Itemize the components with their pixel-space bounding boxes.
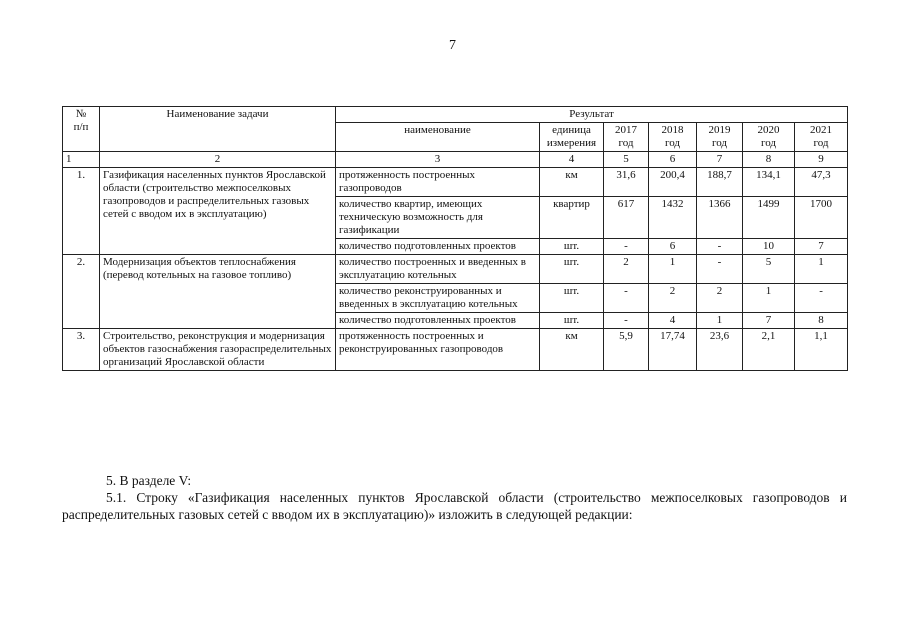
indicator-value: 8 [795, 313, 848, 329]
indicator-unit: шт. [540, 284, 604, 313]
indicator-value: 1 [697, 313, 743, 329]
indicator-value: - [697, 255, 743, 284]
indicator-unit: квартир [540, 197, 604, 239]
column-number: 3 [336, 152, 540, 168]
indicator-name: количество квартир, имеющих техническую возможность для газификации [336, 197, 540, 239]
task-number: 2. [63, 255, 100, 329]
column-number: 2 [100, 152, 336, 168]
indicator-name: количество подготовленных проектов [336, 313, 540, 329]
indicator-name: количество подготовленных проектов [336, 239, 540, 255]
indicator-unit: шт. [540, 255, 604, 284]
table-row [63, 329, 848, 371]
task-name: Газификация населенных пунктов Ярославской области (строительство межпоселковых газопроводов и распределительных газовых сетей с вводом их в эксплуатацию) [100, 168, 336, 255]
table-row [63, 168, 848, 197]
header-unit: единица измерения [540, 123, 604, 152]
indicator-name: протяженность построенных и реконструированных газопроводов [336, 329, 540, 371]
column-number: 4 [540, 152, 604, 168]
indicator-value: 23,6 [697, 329, 743, 371]
header-result: Результат [336, 107, 848, 123]
indicator-value: 6 [649, 239, 697, 255]
indicator-value: 1,1 [795, 329, 848, 371]
indicator-value: - [604, 313, 649, 329]
header-year: 2021 год [795, 123, 848, 152]
header-row-1 [63, 107, 848, 123]
indicator-value: 1 [795, 255, 848, 284]
task-number: 1. [63, 168, 100, 255]
task-name: Строительство, реконструкция и модернизация объектов газоснабжения газораспределительных организаций Ярославской области [100, 329, 336, 371]
task-name: Модернизация объектов теплоснабжения (перевод котельных на газовое топливо) [100, 255, 336, 329]
indicator-unit: км [540, 329, 604, 371]
indicator-unit: шт. [540, 239, 604, 255]
indicator-unit: км [540, 168, 604, 197]
indicator-unit: шт. [540, 313, 604, 329]
indicator-value: 617 [604, 197, 649, 239]
column-number-row [63, 152, 848, 168]
column-number: 1 [63, 152, 100, 168]
header-num: № п/п [63, 107, 100, 152]
indicator-value: 2 [649, 284, 697, 313]
indicator-value: 17,74 [649, 329, 697, 371]
column-number: 6 [649, 152, 697, 168]
indicator-value: 1432 [649, 197, 697, 239]
indicator-value: 188,7 [697, 168, 743, 197]
indicator-value: 2,1 [743, 329, 795, 371]
indicator-value: 1499 [743, 197, 795, 239]
indicator-name: протяженность построенных газопроводов [336, 168, 540, 197]
indicator-value: - [604, 239, 649, 255]
results-table [62, 106, 848, 371]
header-year: 2020 год [743, 123, 795, 152]
indicator-value: 1700 [795, 197, 848, 239]
indicator-value: 134,1 [743, 168, 795, 197]
indicator-value: 10 [743, 239, 795, 255]
indicator-value: 7 [795, 239, 848, 255]
indicator-value: 7 [743, 313, 795, 329]
indicator-value: 1366 [697, 197, 743, 239]
indicator-value: - [697, 239, 743, 255]
column-number: 8 [743, 152, 795, 168]
section-heading: 5. В разделе V: [106, 473, 192, 488]
indicator-value: 200,4 [649, 168, 697, 197]
indicator-name: количество реконструированных и введенных в эксплуатацию котельных [336, 284, 540, 313]
indicator-value: - [795, 284, 848, 313]
header-year: 2018 год [649, 123, 697, 152]
header-task: Наименование задачи [100, 107, 336, 152]
indicator-value: 47,3 [795, 168, 848, 197]
column-number: 5 [604, 152, 649, 168]
indicator-value: 4 [649, 313, 697, 329]
indicator-value: 5 [743, 255, 795, 284]
table-row [63, 255, 848, 284]
amendment-paragraph: 5.1. Строку «Газификация населенных пунктов Ярославской области (строительство межпоселковых газопроводов и распределительных газовых сетей с вводом их в эксплуатацию)» изложить в следующей редакции: [62, 490, 847, 522]
indicator-value: 5,9 [604, 329, 649, 371]
header-year: 2017 год [604, 123, 649, 152]
indicator-value: 2 [604, 255, 649, 284]
indicator-value: 31,6 [604, 168, 649, 197]
indicator-value: 1 [649, 255, 697, 284]
column-number: 9 [795, 152, 848, 168]
header-year: 2019 год [697, 123, 743, 152]
page-number: 7 [449, 38, 456, 53]
header-name: наименование [336, 123, 540, 152]
indicator-name: количество построенных и введенных в эксплуатацию котельных [336, 255, 540, 284]
indicator-value: - [604, 284, 649, 313]
indicator-value: 2 [697, 284, 743, 313]
indicator-value: 1 [743, 284, 795, 313]
column-number: 7 [697, 152, 743, 168]
task-number: 3. [63, 329, 100, 371]
